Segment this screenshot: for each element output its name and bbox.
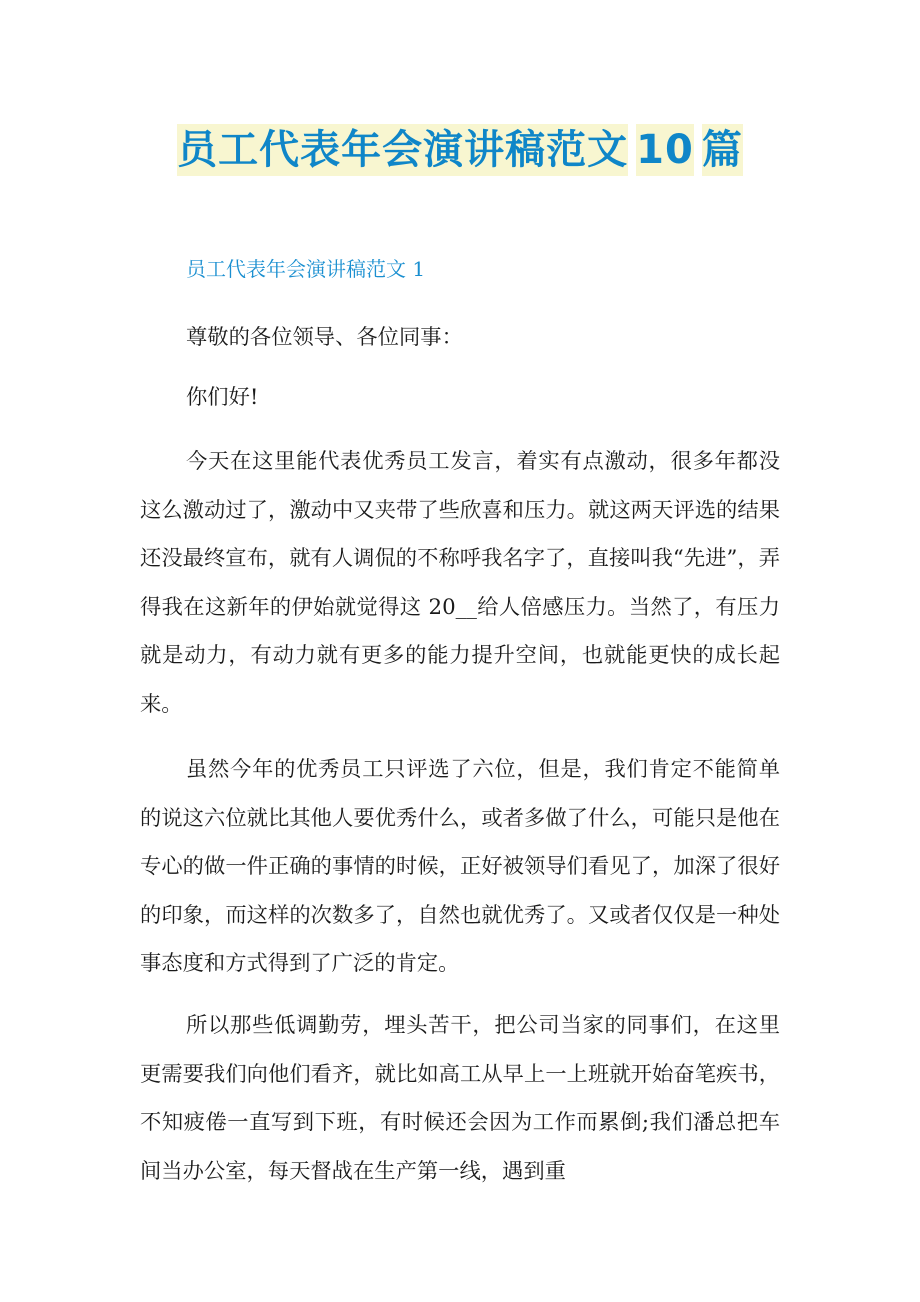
greeting	[186, 374, 786, 423]
title-segment-main: 员工代表年会演讲稿范文	[177, 124, 628, 176]
paragraph-text: 今天在这里能代表优秀员工发言，着实有点激动，很多年都没这么激动过了，激动中又夹带了些欣喜和压力。就这两天评选的结果还没最终宣布，就有人调侃的不称呼我名字了，直接叫我“先进”，弄得我在这新年的伊始就觉得这 20__给人倍感压力。当然了，有压力就是动力，有动力就有更多的能力提升空间，也就能更快的成长起来。	[140, 449, 780, 717]
document-title	[0, 124, 920, 176]
paragraph-text: 虽然今年的优秀员工只评选了六位，但是，我们肯定不能简单的说这六位就比其他人要优秀什么，或者多做了什么，可能只是他在专心的做一件正确的事情的时候，正好被领导们看见了，加深了很好的印象，而这样的次数多了，自然也就优秀了。又或者仅仅是一种处事态度和方式得到了广泛的肯定。	[140, 757, 780, 976]
greeting-text: 你们好!	[186, 385, 259, 410]
paragraph-3	[140, 1002, 780, 1196]
paragraph-1	[140, 438, 780, 729]
title-segment-number: 10	[636, 124, 694, 176]
section-heading: 员工代表年会演讲稿范文 1	[186, 257, 426, 281]
title-segment-suffix: 篇	[702, 124, 743, 176]
salutation	[186, 314, 786, 363]
paragraph-2	[140, 746, 780, 989]
paragraph-text: 所以那些低调勤劳，埋头苦干，把公司当家的同事们，在这里更需要我们向他们看齐，就比如高工从早上一上班就开始奋笔疾书，不知疲倦一直写到下班，有时候还会因为工作而累倒;我们潘总把车间当办公室，每天督战在生产第一线，遇到重	[140, 1013, 780, 1184]
salutation-text: 尊敬的各位领导、各位同事：	[186, 325, 463, 350]
